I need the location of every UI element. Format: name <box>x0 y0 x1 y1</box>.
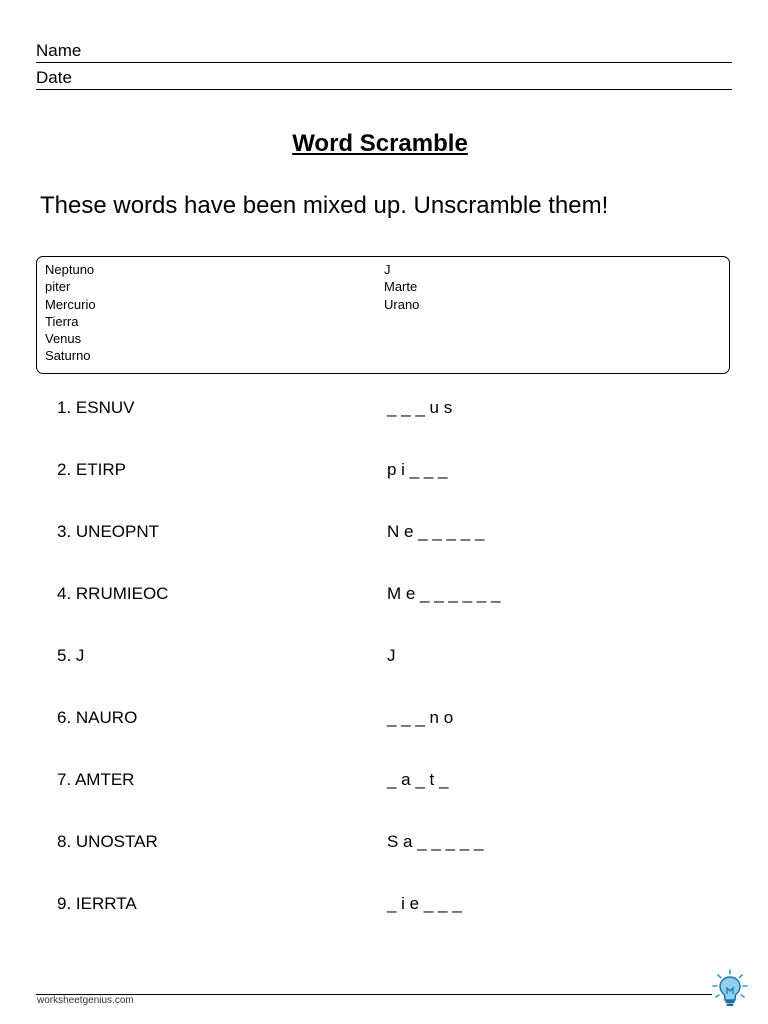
question-row <box>0 832 768 894</box>
word-bank-item: Mercurio <box>45 296 96 312</box>
scrambled-word: 3. UNEOPNT <box>57 522 160 541</box>
scrambled-word: 9. IERRTA <box>57 894 137 913</box>
name-field[interactable] <box>36 35 732 63</box>
word-bank-right-column <box>384 261 419 313</box>
word-bank-item: Tierra <box>45 313 79 329</box>
word-bank-item: Venus <box>45 331 82 347</box>
question-list <box>0 398 768 956</box>
footer-site-link[interactable]: worksheetgenius.com <box>37 995 134 1006</box>
question-row <box>0 460 768 522</box>
answer-hint[interactable]: J <box>387 646 396 665</box>
worksheet-title: Word Scramble <box>292 130 468 157</box>
answer-hint[interactable]: p i _ _ _ <box>387 460 448 479</box>
word-bank-left-column <box>45 261 96 365</box>
question-row <box>0 584 768 646</box>
word-bank-item: Marte <box>384 279 418 295</box>
answer-hint[interactable]: _ a _ t _ <box>387 770 449 789</box>
date-field[interactable] <box>36 62 732 90</box>
scrambled-word: 4. RRUMIEOC <box>57 584 169 603</box>
footer-divider <box>36 994 712 995</box>
word-bank-item: J <box>384 262 391 277</box>
scrambled-word: 8. UNOSTAR <box>57 832 158 851</box>
question-row <box>0 708 768 770</box>
scrambled-word: 5. J <box>57 646 85 665</box>
answer-hint[interactable]: _ i e _ _ _ <box>387 894 462 913</box>
question-row <box>0 770 768 832</box>
question-row <box>0 398 768 460</box>
word-bank-item: Neptuno <box>45 262 95 277</box>
name-label: Name <box>36 41 82 60</box>
date-label: Date <box>36 68 72 87</box>
answer-hint[interactable]: S a _ _ _ _ _ <box>387 832 484 851</box>
scrambled-word: 6. NAURO <box>57 708 138 727</box>
question-row <box>0 894 768 956</box>
word-bank-box <box>36 256 730 374</box>
scrambled-word: 1. ESNUV <box>57 398 135 417</box>
scrambled-word: 2. ETIRP <box>57 460 126 479</box>
question-row <box>0 646 768 708</box>
scrambled-word: 7. AMTER <box>57 770 135 789</box>
answer-hint[interactable]: _ _ _ n o <box>387 708 454 727</box>
word-bank-item: piter <box>45 279 71 295</box>
answer-hint[interactable]: N e _ _ _ _ _ <box>387 522 485 541</box>
word-bank-item: Urano <box>384 296 420 312</box>
instructions-text: These words have been mixed up. Unscramble them! <box>40 192 609 219</box>
answer-hint[interactable]: _ _ _ u s <box>387 398 453 417</box>
word-bank-item: Saturno <box>45 348 91 364</box>
answer-hint[interactable]: M e _ _ _ _ _ _ <box>387 584 501 603</box>
question-row <box>0 522 768 584</box>
lightbulb-icon <box>710 968 750 1010</box>
